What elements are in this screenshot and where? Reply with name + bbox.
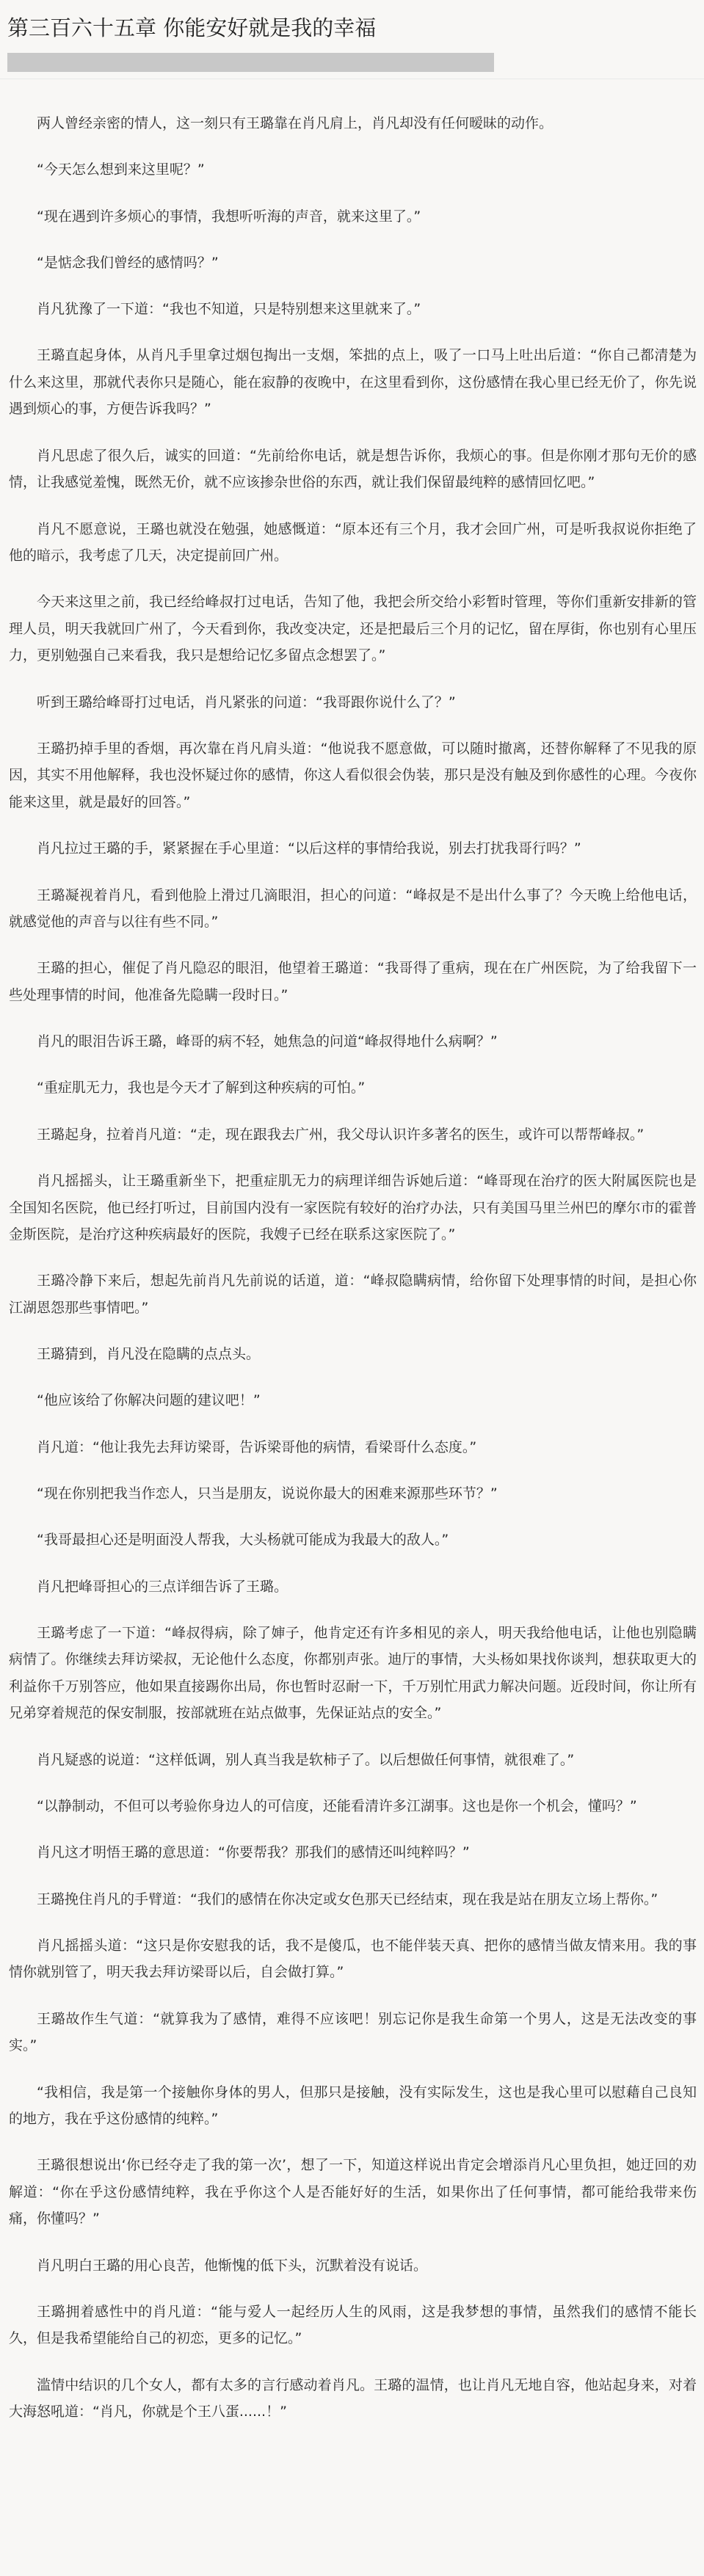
paragraph: 两人曾经亲密的情人，这一刻只有王璐靠在肖凡肩上，肖凡却没有任何暧昧的动作。 <box>37 115 554 131</box>
paragraph: 肖凡摇摇头，让王璐重新坐下，把重症肌无力的病理详细告诉她后道：“峰哥现在治疗的医大附属医院也是全国知名医院，他已经打听过，目前国内没有一家医院有较好的治疗办法，只有美国马里兰州巴的摩尔市的霍普金斯医院，是治疗这种疾病最好的医院，我嫂子已经在联系这家医院了。” <box>9 1173 697 1243</box>
reading-progress-bar <box>7 53 494 72</box>
paragraph: “是惦念我们曾经的感情吗？” <box>37 254 219 271</box>
paragraph: 肖凡犹豫了一下道：“我也不知道，只是特别想来这里就来了。” <box>37 301 421 318</box>
paragraph: “我哥最担心还是明面没人帮我，大头杨就可能成为我最大的敌人。” <box>37 1532 449 1549</box>
paragraph: 王璐故作生气道：“就算我为了感情，难得不应该吧！别忘记你是我生命第一个男人，这是无法改变的事实。” <box>9 2010 697 2054</box>
chapter-body <box>0 79 704 2426</box>
paragraph: 肖凡道：“他让我先去拜访梁哥，告诉梁哥他的病情，看梁哥什么态度。” <box>37 1438 477 1455</box>
paragraph: 王璐很想说出‘你已经夺走了我的第一次’，想了一下，知道这样说出肯定会增添肖凡心里负担，她迂回的劝解道：“你在乎这份感情纯粹，我在乎你这个人是否能好好的生活，如果你出了任何事情，都可能给我带来伤痛，你懂吗？” <box>9 2157 697 2227</box>
paragraph: 王璐扔掉手里的香烟，再次靠在肖凡肩头道：“他说我不愿意做，可以随时撤离，还替你解释了不见我的原因，其实不用他解释，我也没怀疑过你的感情，你这人看似很会伪装，那只是没有触及到你感性的心理。今夜你能来这里，就是最好的回答。” <box>9 740 697 810</box>
paragraph: “现在你别把我当作恋人，只当是朋友，说说你最大的困难来源那些环节？” <box>37 1485 498 1502</box>
paragraph: 王璐猜到，肖凡没在隐瞒的点点头。 <box>37 1346 261 1363</box>
paragraph: 肖凡不愿意说，王璐也就没在勉强，她感慨道：“原本还有三个月，我才会回广州，可是听我叔说你拒绝了他的暗示，我考虑了几天，决定提前回广州。 <box>9 520 697 564</box>
paragraph: 肖凡这才明悟王璐的意思道：“你要帮我？那我们的感情还叫纯粹吗？” <box>37 1844 470 1861</box>
paragraph: 肖凡的眼泪告诉王璐，峰哥的病不轻，她焦急的问道“峰叔得地什么病啊？” <box>37 1033 498 1050</box>
paragraph: 听到王璐给峰哥打过电话，肖凡紧张的问道：“我哥跟你说什么了？” <box>37 694 456 710</box>
paragraph: “重症肌无力，我也是今天才了解到这种疾病的可怕。” <box>37 1080 366 1096</box>
paragraph: “他应该给了你解决问题的建议吧！” <box>37 1392 261 1409</box>
paragraph: 肖凡疑惑的说道：“这样低调，别人真当我是软柿子了。以后想做任何事情，就很难了。” <box>37 1751 575 1768</box>
paragraph: 滥情中结识的几个女人，都有太多的言行感动着肖凡。王璐的温情，也让肖凡无地自容，他站起身来，对着大海怒吼道：“肖凡，你就是个王八蛋......！” <box>9 2376 697 2420</box>
paragraph: 肖凡把峰哥担心的三点详细告诉了王璐。 <box>37 1578 289 1595</box>
paragraph: 今天来这里之前，我已经给峰叔打过电话，告知了他，我把会所交给小彩暂时管理，等你们重新安排新的管理人员，明天我就回广州了，今天看到你，我改变决定，还是把最后三个月的记忆，留在厚街，你也别有心里压力，更别勉强自己来看我，我只是想给记忆多留点念想罢了。” <box>9 594 697 664</box>
paragraph: 王璐拥着感性中的肖凡道：“能与爱人一起经历人生的风雨，这是我梦想的事情，虽然我们的感情不能长久，但是我希望能给自己的初恋，更多的记忆。” <box>9 2303 697 2347</box>
chapter-header <box>0 0 704 79</box>
paragraph: 肖凡思虑了很久后，诚实的回道：“先前给你电话，就是想告诉你，我烦心的事。但是你刚才那句无价的感情，让我感觉羞愧，既然无价，就不应该掺杂世俗的东西，就让我们保留最纯粹的感情回忆吧。” <box>9 447 697 491</box>
chapter-title: 第三百六十五章 你能安好就是我的幸福 <box>7 15 377 40</box>
paragraph: 王璐直起身体，从肖凡手里拿过烟包掏出一支烟，笨拙的点上，吸了一口马上吐出后道：“你自己都清楚为什么来这里，那就代表你只是随心，能在寂静的夜晚中，在这里看到你，这份感情在我心里已经无价了，你先说遇到烦心的事，方便告诉我吗？” <box>9 347 697 418</box>
paragraph: 肖凡拉过王璐的手，紧紧握在手心里道：“以后这样的事情给我说，别去打扰我哥行吗？” <box>37 840 581 857</box>
paragraph: 王璐凝视着肖凡，看到他脸上滑过几滴眼泪，担心的问道：“峰叔是不是出什么事了？今天晚上给他电话，就感觉他的声音与以往有些不同。” <box>9 887 697 931</box>
paragraph: 王璐考虑了一下道：“峰叔得病，除了婶子，他肯定还有许多相见的亲人，明天我给他电话，让他也别隐瞒病情了。你继续去拜访梁叔，无论他什么态度，你都别声张。迪厅的事情，大头杨如果找你谈判，想获取更大的利益你千万别答应，他如果直接踢你出局，你也暂时忍耐一下，千万别忙用武力解决问题。近段时间，你让所有兄弟穿着规范的保安制服，按部就班在站点做事，先保证站点的安全。” <box>9 1624 697 1722</box>
paragraph: “现在遇到许多烦心的事情，我想听听海的声音，就来这里了。” <box>37 208 421 225</box>
paragraph: 王璐冷静下来后，想起先前肖凡先前说的话道，道：“峰叔隐瞒病情，给你留下处理事情的时间，是担心你江湖恩怨那些事情吧。” <box>9 1273 697 1316</box>
paragraph: 肖凡摇摇头道：“这只是你安慰我的话，我不是傻瓜，也不能伴装天真、把你的感情当做友情来用。我的事情你就别管了，明天我去拜访梁哥以后，自会做打算。” <box>9 1937 697 1981</box>
paragraph: “我相信，我是第一个接触你身体的男人，但那只是接触，没有实际发生，这也是我心里可以慰藉自己良知的地方，我在乎这份感情的纯粹。” <box>9 2084 697 2127</box>
paragraph: “今天怎么想到来这里呢？” <box>37 161 205 178</box>
paragraph: “以静制动，不但可以考验你身边人的可信度，还能看清许多江湖事。这也是你一个机会，懂吗？” <box>37 1798 637 1815</box>
paragraph: 王璐起身，拉着肖凡道：“走，现在跟我去广州，我父母认识许多著名的医生，或许可以帮帮峰叔。” <box>37 1126 645 1143</box>
paragraph: 肖凡明白王璐的用心良苦，他惭愧的低下头，沉默着没有说话。 <box>37 2257 428 2274</box>
paragraph: 王璐的担心，催促了肖凡隐忍的眼泪，他望着王璐道：“我哥得了重病，现在在广州医院，为了给我留下一些处理事情的时间，他准备先隐瞒一段时日。” <box>9 960 697 1003</box>
paragraph: 王璐挽住肖凡的手臂道：“我们的感情在你决定或女色那天已经结束，现在我是站在朋友立场上帮你。” <box>37 1891 658 1907</box>
